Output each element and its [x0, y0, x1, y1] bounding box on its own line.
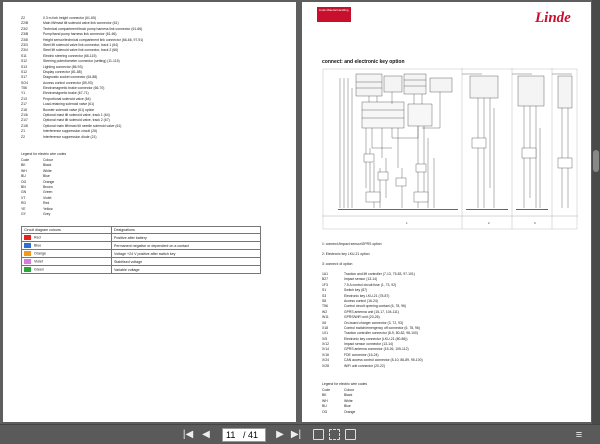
item-code: Y1 — [21, 91, 26, 96]
wiring-schematic — [322, 68, 578, 230]
item-description: Optional main lift/mast tilt needle solenoid valve (61) — [43, 123, 122, 128]
item-description: Electromagnetic brake connector (66-70) — [43, 86, 105, 91]
note-2: 2: Electronic key LKU-21 option — [322, 252, 370, 256]
item-code: Z13 — [21, 96, 27, 101]
item-description: CAN access control connector (8-10, 86-89, 95-100) — [344, 358, 423, 363]
colour-swatch — [24, 243, 31, 248]
table-row — [22, 266, 261, 274]
item-code: OG — [322, 409, 328, 414]
circuit-colour-table — [21, 226, 261, 274]
logo-text: Linde Material Handling — [319, 8, 349, 12]
last-page-icon[interactable]: ▶| — [290, 429, 302, 440]
total-pages: / 41 — [243, 430, 259, 440]
item-description: Colour — [43, 158, 53, 162]
item-description: Impact sensor connector (13-14) — [344, 342, 393, 347]
colour-name: Orange — [34, 251, 46, 256]
item-description: Switch key (87) — [344, 288, 368, 293]
item-description: Technical compartment/truck pump harness link connector (61-66) — [43, 26, 143, 31]
item-code: Z3/4 — [21, 48, 28, 53]
legend-title: Legend for electric wire codes — [322, 382, 368, 386]
item-description: Steering potentiometer connector (setting) (11-115) — [43, 59, 120, 64]
item-code: S11 — [21, 53, 27, 58]
colour-cell — [22, 258, 112, 266]
item-code: S13 — [21, 64, 28, 69]
item-description: Black — [344, 393, 353, 398]
item-description: White — [344, 398, 353, 403]
item-description: Pump/hand pump harness link connector (61-66) — [43, 32, 117, 37]
item-code: Z2 — [21, 16, 25, 20]
wire-code-legend — [21, 158, 101, 217]
item-description: Electronic key connector (LKU-21 (80-86)) — [344, 336, 408, 341]
colour-designation: Permanent negative or dependent on a contact — [112, 242, 261, 250]
item-description: Blue — [344, 404, 351, 409]
item-description: Electronic key LKU-21 (78-87) — [344, 293, 390, 298]
colour-swatch — [24, 235, 31, 240]
colour-swatch — [24, 267, 31, 272]
column-number: 1 — [406, 221, 408, 225]
item-description: Orange — [344, 409, 356, 414]
colour-cell — [22, 242, 112, 250]
colour-designation: Positive after battery — [112, 234, 261, 242]
item-code: Z1 — [21, 129, 25, 134]
item-description: FDE connector (16-24) — [344, 352, 379, 357]
list-item — [21, 212, 101, 217]
page-number-input[interactable] — [226, 429, 240, 441]
item-code: VT — [21, 195, 26, 200]
colour-name: Violet — [34, 259, 43, 264]
item-description: Orange — [43, 179, 55, 184]
item-description: Interference suppression circuit (26) — [43, 129, 98, 134]
item-description: Proportional solenoid valve (64) — [43, 96, 91, 101]
page-right — [302, 2, 591, 422]
column-number: 3 — [534, 221, 536, 225]
list-item — [21, 135, 291, 140]
item-description: Traction controller connector (8-9, 80-82, 98-100) — [344, 331, 418, 336]
item-description: GPRS antenna connector (15-26, 105-112) — [344, 347, 409, 352]
item-code: Code — [322, 388, 331, 392]
item-description: On-board charger connector (3, 72, 93) — [344, 320, 403, 325]
item-description: Traction and lift controller (7-13, 75-83, 97-101) — [344, 272, 415, 276]
item-code: X/5 — [322, 336, 328, 341]
item-description: Grey — [43, 211, 51, 216]
table-header: Circuit diagram colours — [22, 227, 112, 234]
page-number-box — [222, 428, 266, 442]
item-code: S1 — [322, 288, 327, 293]
item-description: Black — [43, 163, 52, 168]
linde-logo-box — [317, 7, 351, 22]
single-page-view-icon[interactable] — [313, 429, 324, 440]
colour-name: Blue — [34, 243, 42, 248]
item-code: Z3/8 — [21, 37, 28, 42]
item-description: White — [43, 168, 52, 173]
fit-page-icon[interactable] — [345, 429, 356, 440]
item-code: BK — [21, 163, 26, 168]
item-description: Lighting connector (86-93) — [43, 64, 83, 69]
table-row — [22, 234, 261, 242]
item-description: Main lift/mast tilt solenoid valve link connector (61) — [43, 21, 119, 26]
next-page-icon[interactable]: ▶ — [276, 429, 284, 440]
item-code: W2 — [322, 309, 328, 314]
item-code: S8 — [322, 298, 327, 303]
item-code: BK — [322, 393, 327, 398]
colour-designation: Voltage +24 V positive after switch key — [112, 250, 261, 258]
item-description: Control circuit opening contact (6, 78, 96) — [344, 304, 407, 309]
item-description: Interference suppression diode (21) — [43, 134, 97, 139]
prev-page-icon[interactable]: ◀ — [202, 429, 210, 440]
component-list — [21, 16, 291, 140]
item-description: Load-retaining solenoid valve (61) — [43, 102, 95, 107]
item-description: Violet — [43, 195, 52, 200]
item-description: Red — [43, 201, 50, 206]
colour-swatch — [24, 251, 31, 256]
item-description: Diagnostic socket connector (64-88) — [43, 75, 98, 80]
item-code: S17 — [21, 75, 28, 80]
item-description: Display connector (81-88) — [43, 69, 82, 74]
item-code: Z3/B — [21, 32, 29, 37]
item-code: OG — [21, 179, 27, 184]
item-code: Z2 — [21, 134, 25, 139]
item-description: 0.3 m fork height connector (61-65) — [43, 16, 96, 20]
item-description: Brown — [43, 184, 53, 189]
vertical-scrollbar[interactable] — [592, 0, 600, 424]
item-code: B27 — [322, 277, 329, 282]
item-code: 1A1 — [322, 272, 329, 276]
item-code: X/16 — [322, 352, 329, 357]
item-description: Electric steering connector (66-115) — [43, 53, 97, 58]
colour-cell — [22, 250, 112, 258]
colour-swatch — [24, 259, 31, 264]
item-description: Height sensor/technical compartment link connector (66-66, 97-91) — [43, 37, 144, 42]
item-code: BN — [21, 184, 26, 189]
item-code: Code — [21, 158, 30, 162]
item-description: Electromagnetic brake (67-71) — [43, 91, 89, 96]
item-code: RD — [21, 201, 26, 206]
item-description: Steel lift solenoid valve link connector, track 2 (66) — [43, 48, 119, 53]
colour-cell — [22, 266, 112, 274]
item-code: X/28 — [322, 363, 329, 368]
item-description: Optional mast tilt solenoid valve, track 1 (64) — [43, 113, 110, 118]
item-code: Z3/2 — [21, 26, 28, 31]
item-code: X18 — [322, 325, 329, 330]
item-code: 1X1 — [322, 331, 329, 336]
item-description: Blue — [43, 174, 50, 179]
page-left — [3, 2, 296, 422]
table-row — [22, 250, 261, 258]
item-description: Green — [43, 190, 53, 195]
colour-designation: Variable voltage — [112, 266, 261, 274]
item-description: Access control connector (89-93) — [43, 80, 93, 85]
component-list — [322, 272, 582, 369]
item-description: Optional mast tilt solenoid valve, track 2 (67) — [43, 118, 110, 123]
item-code: T56 — [322, 304, 328, 309]
item-code: BU — [21, 174, 26, 179]
colour-designation: Stabilised voltage — [112, 258, 261, 266]
column-number: 2 — [488, 221, 490, 225]
viewer-toolbar — [0, 424, 600, 444]
item-description: 7.5 A control circuit fuse (1, 73, 92) — [344, 282, 397, 287]
list-item — [322, 364, 582, 369]
item-code: Z1/6 — [21, 113, 28, 118]
diagram-notes — [322, 242, 382, 272]
item-code: Z1/8 — [21, 123, 28, 128]
item-code: Z17 — [21, 102, 27, 107]
item-code: S3 — [322, 293, 327, 298]
scrollbar-thumb[interactable] — [593, 150, 599, 172]
item-code: Z2/B — [21, 21, 29, 26]
item-description: WiFi unit connector (20-22) — [344, 363, 385, 368]
colour-name: Red — [34, 235, 41, 240]
item-code: W11 — [322, 315, 329, 320]
item-description: Colour — [344, 388, 354, 392]
item-code: X/12 — [322, 342, 329, 347]
brand-logo: Linde — [535, 10, 571, 26]
item-code: S12 — [21, 59, 28, 64]
item-description: Booster solenoid valve (61) option — [43, 107, 95, 112]
menu-icon[interactable]: ≡ — [575, 429, 583, 441]
item-code: Z18 — [21, 107, 27, 112]
note-1: 1: connect:/Impact sensor/GPRS option — [322, 242, 382, 246]
item-code: Z3/3 — [21, 42, 28, 47]
wire-code-legend — [322, 388, 402, 415]
item-description: Access control (16-24) — [344, 298, 378, 303]
item-code: YE — [21, 206, 26, 211]
item-code: WH — [21, 168, 27, 173]
item-code: X/14 — [322, 347, 329, 352]
table-row — [22, 242, 261, 250]
table-row — [22, 258, 261, 266]
note-3: 3: connect: di option — [322, 262, 353, 266]
item-code: GY — [21, 211, 26, 216]
item-code: BU — [322, 404, 327, 409]
colour-cell — [22, 234, 112, 242]
diagram-title: connect: and electronic key option — [322, 59, 405, 65]
item-code: GN — [21, 190, 27, 195]
item-code: 1F3 — [322, 282, 328, 287]
list-item — [322, 410, 402, 415]
table-header: Designations — [112, 227, 261, 234]
item-description: Yellow — [43, 206, 53, 211]
item-description: GPRS/WiFi unit (20-26) — [344, 315, 380, 320]
first-page-icon[interactable]: |◀ — [182, 429, 194, 440]
colour-name: Green — [34, 267, 44, 272]
item-description: GPRS antenna unit (15-17, 104-111) — [344, 309, 399, 314]
item-code: S/24 — [21, 80, 28, 85]
item-code: S12 — [21, 69, 28, 74]
item-code: X/24 — [322, 358, 329, 363]
item-code: X6 — [322, 320, 327, 325]
item-description: Impact sensor (13-14) — [344, 277, 378, 282]
item-code: Z1/7 — [21, 118, 28, 123]
item-code: T56 — [21, 86, 27, 91]
item-description: Control switch/emergency off connector (6, 78, 96) — [344, 325, 420, 330]
facing-pages-view-icon[interactable] — [329, 429, 340, 440]
item-code: WH — [322, 398, 328, 403]
legend-title: Legend for electric wire codes — [21, 152, 67, 156]
item-description: Steel lift solenoid valve link connector, track 1 (64) — [43, 42, 119, 47]
